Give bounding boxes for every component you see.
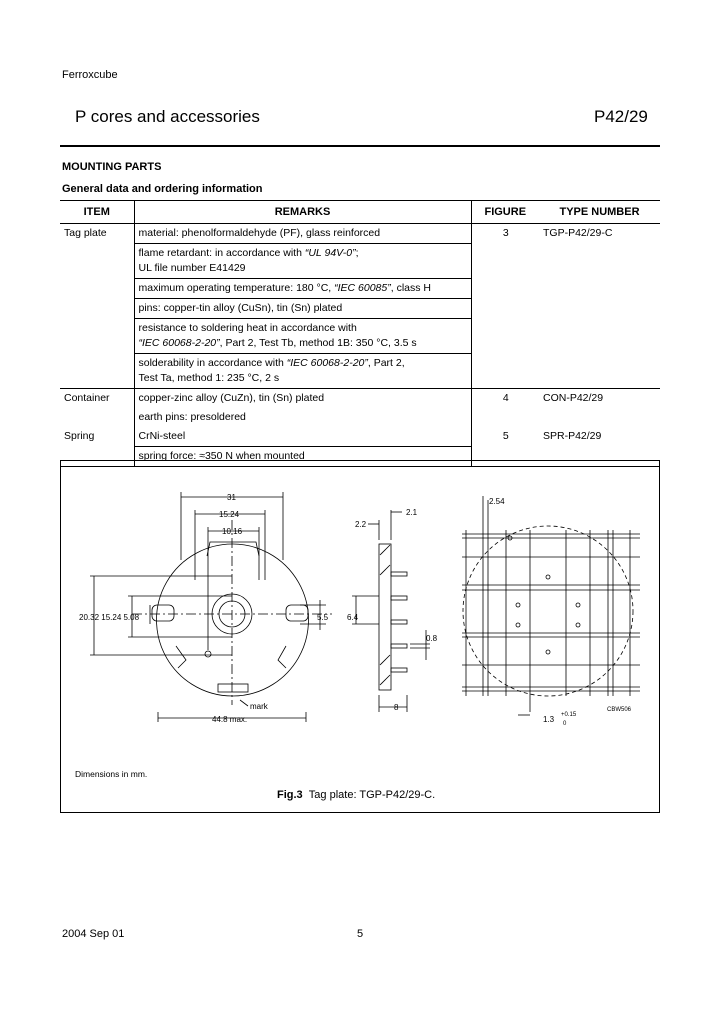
caption-text: Tag plate: TGP-P42/29-C. xyxy=(308,789,436,801)
remark-text: UL file number E41429 xyxy=(138,262,246,274)
right-slot xyxy=(286,605,308,621)
remark-text: , class H xyxy=(390,282,432,294)
remark: CrNi-steel xyxy=(134,427,471,447)
figure-ref: 4 xyxy=(471,389,539,428)
dimensions-note: Dimensions in mm. xyxy=(75,769,148,779)
dim-1-3: 1.3 xyxy=(543,715,555,724)
standard-ref: “IEC 60068-2-20” xyxy=(138,337,220,349)
item-container: Container xyxy=(60,389,134,428)
standard-ref: “UL 94V-0” xyxy=(304,247,356,259)
footprint-outline xyxy=(463,526,633,696)
dim-2-2: 2.2 xyxy=(355,520,367,529)
dim-2-1: 2.1 xyxy=(406,508,418,517)
col-header-item: ITEM xyxy=(60,201,134,224)
caption-number: Fig.3 xyxy=(277,789,303,801)
lower-left-notch xyxy=(176,646,186,668)
page-number: 5 xyxy=(357,928,364,940)
remark: pins: copper-tin alloy (CuSn), tin (Sn) plated xyxy=(134,299,471,319)
dim-2-54: 2.54 xyxy=(489,497,505,506)
dim-6-4: 6.4 xyxy=(347,613,359,622)
plate-outline xyxy=(157,544,309,696)
dim-31: 31 xyxy=(227,493,236,502)
dim-44-8: 44.8 max. xyxy=(212,715,248,724)
dim-0-8: 0.8 xyxy=(426,634,438,643)
standard-ref: “IEC 60085” xyxy=(334,282,391,294)
remark-text: solderability in accordance with xyxy=(138,357,287,369)
item-tag-plate: Tag plate xyxy=(64,227,107,239)
type-number: CON-P42/29 xyxy=(539,389,660,428)
remark: material: phenolformaldehyde (PF), glass reinforced xyxy=(134,224,471,244)
page-title: P cores and accessories xyxy=(75,107,260,126)
figure-caption xyxy=(277,789,435,801)
left-slot xyxy=(152,605,174,621)
col-header-figure: FIGURE xyxy=(471,201,539,224)
remark-text: , Part 2, xyxy=(367,357,405,369)
col-header-remarks: REMARKS xyxy=(134,201,471,224)
type-number: SPR-P42/29 xyxy=(539,427,660,467)
section-subtitle: General data and ordering information xyxy=(62,183,263,195)
dim-10-16: 10.16 xyxy=(222,527,243,536)
footer-date: 2004 Sep 01 xyxy=(62,928,125,940)
pin-mark xyxy=(205,651,211,657)
figure-ref: 5 xyxy=(471,427,539,467)
type-number: TGP-P42/29-C xyxy=(543,227,613,239)
remark-text: , Part 2, Test Tb, method 1B: 350 °C, 3.5 s xyxy=(219,337,417,349)
figure-ref-code: CBW506 xyxy=(607,707,632,713)
remark: copper-zinc alloy (CuZn), tin (Sn) plated xyxy=(134,389,471,409)
product-code: P42/29 xyxy=(594,107,648,126)
mark-label: mark xyxy=(250,702,268,711)
dim-vertical: 20.32 15.24 5.08 xyxy=(79,613,140,622)
figure-ref: 3 xyxy=(502,227,509,239)
item-spring: Spring xyxy=(60,427,134,467)
remark-text: maximum operating temperature: 180 °C, xyxy=(138,282,335,294)
tol-upper: +0.15 xyxy=(561,712,577,718)
col-header-type: TYPE NUMBER xyxy=(539,201,660,224)
remark-text: Test Ta, method 1: 235 °C, 2 s xyxy=(138,372,280,384)
section-title: MOUNTING PARTS xyxy=(62,161,162,173)
remark-text: resistance to soldering heat in accordance with xyxy=(138,322,357,334)
remark-text: ; xyxy=(355,247,359,259)
dim-15-24: 15.24 xyxy=(219,510,240,519)
remark: earth pins: presoldered xyxy=(134,408,471,427)
standard-ref: “IEC 60068-2-20” xyxy=(286,357,368,369)
dim-8: 8 xyxy=(394,703,399,712)
dim-5-5: 5.5 xyxy=(317,613,329,622)
remark-text: flame retardant: in accordance with xyxy=(138,247,305,259)
company-name: Ferroxcube xyxy=(62,69,118,81)
lower-right-notch xyxy=(278,646,286,668)
tol-lower: 0 xyxy=(563,721,567,727)
remark: spring force: ≈350 N when mounted xyxy=(134,447,471,467)
bottom-mark-tab xyxy=(218,684,248,692)
